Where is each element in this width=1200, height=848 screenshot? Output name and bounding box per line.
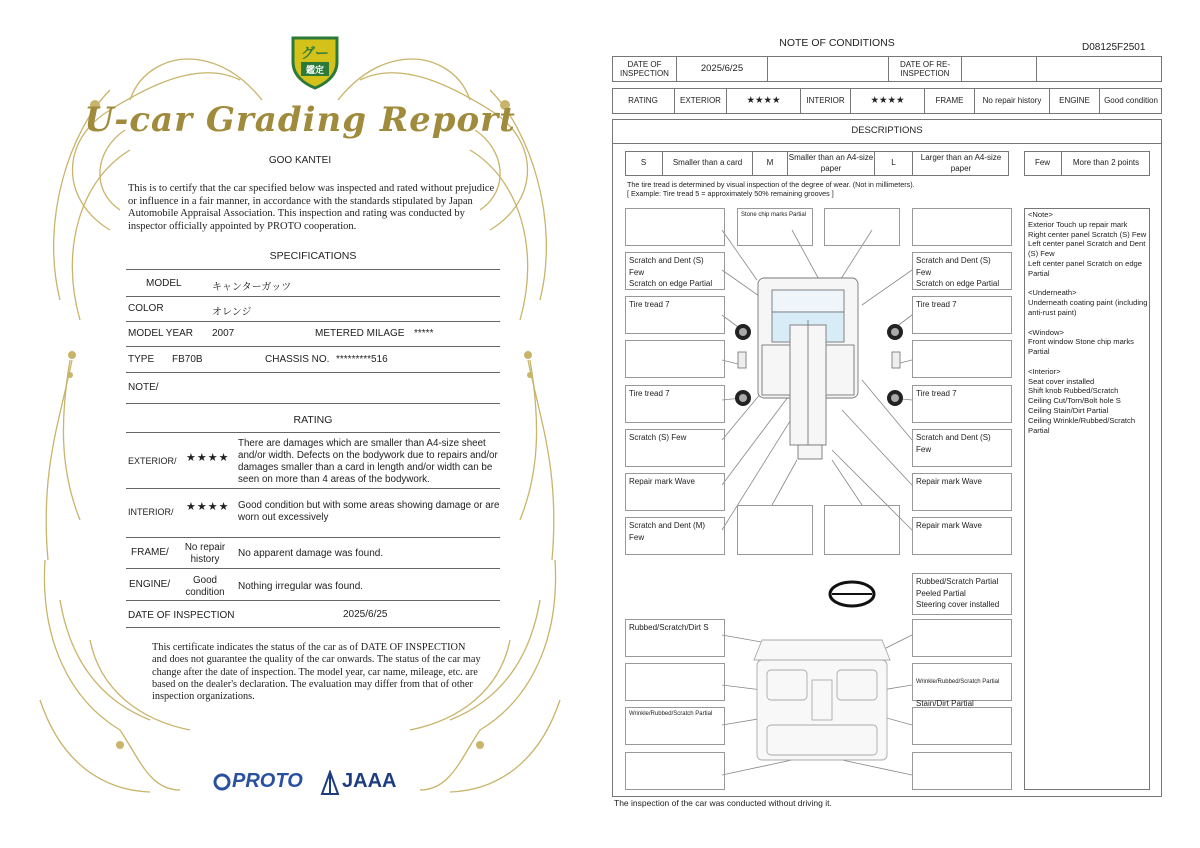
diagram-box: Stone chip marks Partial <box>737 208 813 246</box>
divider <box>126 627 500 628</box>
note-line: Seat cover installed <box>1028 376 1095 386</box>
divider <box>126 372 500 373</box>
frame-value: No repair history <box>975 88 1050 114</box>
exterior-stars: ★★★★ <box>186 452 230 464</box>
interior-damage-note: Wrinkle/Rubbed/Scratch Partial <box>916 678 1000 685</box>
diagram-box <box>912 752 1012 790</box>
diagram-box: Scratch and Dent (M) Few <box>625 517 725 555</box>
note-line: Ceiling Wrinkle/Rubbed/Scratch Partial <box>1028 415 1136 435</box>
note-line: Ceiling Cut/Torn/Bolt hole S <box>1028 396 1121 406</box>
diagram-box: Scratch and Dent (S) Few <box>912 429 1012 467</box>
engine-label: ENGINE <box>1050 88 1100 114</box>
diagram-box <box>912 663 1012 708</box>
note-line: <Note> <box>1028 210 1053 219</box>
note-line: Front window Stone chip marks Partial <box>1028 337 1134 357</box>
cell-divider <box>961 56 1037 82</box>
model-year-value: 2007 <box>212 328 235 339</box>
exterior-label: EXTERIOR/ <box>128 456 177 466</box>
interior-damage-note: Stain/Dirt Partial <box>916 699 974 708</box>
chassis-label: CHASSIS NO. <box>265 354 330 365</box>
color-label: COLOR <box>128 303 164 314</box>
goo-kantei-badge <box>289 32 341 90</box>
diagram-box <box>625 663 725 701</box>
proto-logo-icon <box>212 772 232 792</box>
type-value: FB70B <box>172 354 203 365</box>
proto-logo: PROTO <box>232 770 303 792</box>
note-line: Right center panel Scratch (S) Few <box>1028 229 1147 239</box>
diagram-box: Scratch and Dent (S) Few Scratch on edge Partial <box>912 252 1012 290</box>
note-line <box>1028 318 1148 328</box>
note-line <box>1028 279 1148 289</box>
diagram-box: Repair mark Wave <box>912 473 1012 511</box>
diagram-box <box>625 752 725 790</box>
frame-description: No apparent damage was found. <box>238 548 384 559</box>
frame-value: No repair history <box>184 542 226 565</box>
engine-label: ENGINE/ <box>129 579 171 590</box>
tire-example: [ Example: Tire tread 5 = approximately 50% remaining grooves ] <box>627 189 834 198</box>
tire-note: The tire tread is determined by visual inspection of the degree of wear. (Not in millimeters). <box>627 180 915 189</box>
legend-key: M <box>753 151 788 176</box>
engine-value: Good condition <box>1104 96 1158 105</box>
interior-label: INTERIOR/ <box>128 507 174 517</box>
diagram-box <box>625 340 725 378</box>
interior-stars: ★★★★ <box>851 88 925 114</box>
report-subtitle: GOO KANTEI <box>268 155 332 166</box>
type-label: TYPE <box>128 354 155 365</box>
divider <box>126 568 500 569</box>
diagram-box <box>912 619 1012 657</box>
diagram-box: Tire tread 7 <box>625 385 725 423</box>
frame-label: FRAME/ <box>131 547 169 558</box>
notes-footer: The inspection of the car was conducted without driving it. <box>614 798 832 808</box>
diagram-box: Wrinkle/Rubbed/Scratch Partial <box>625 707 725 745</box>
cell-divider <box>767 56 889 82</box>
legend-key: L <box>875 151 913 176</box>
diagram-box <box>824 208 900 246</box>
report-code: D08125F2501 <box>1082 42 1146 53</box>
note-line: <Interior> <box>1028 366 1061 376</box>
engine-description: Nothing irregular was found. <box>238 581 364 592</box>
legend-key: Few <box>1024 151 1062 176</box>
descriptions-heading: DESCRIPTIONS <box>612 119 1162 144</box>
mileage-value: ***** <box>414 328 434 339</box>
divider <box>126 321 500 322</box>
note-line: Shift knob Rubbed/Scratch <box>1028 386 1119 396</box>
divider <box>126 600 500 601</box>
divider <box>126 488 500 489</box>
note-label: NOTE/ <box>128 382 159 393</box>
divider <box>126 269 500 270</box>
note-line: <Underneath> <box>1028 288 1077 298</box>
svg-text:鑑定: 鑑定 <box>305 65 325 75</box>
rating-label: RATING <box>612 88 675 114</box>
diagram-box: Repair mark Wave <box>625 473 725 511</box>
date-value: 2025/6/25 <box>700 62 744 74</box>
model-year-label: MODEL YEAR <box>128 328 194 339</box>
note-line: Underneath coating paint (including anti-rust paint) <box>1028 298 1148 317</box>
note-line: Left center panel Scratch on edge Partial <box>1028 258 1142 278</box>
specifications-heading: SPECIFICATIONS <box>269 250 357 262</box>
svg-text:グー: グー <box>301 45 329 61</box>
diagram-box: Scratch (S) Few <box>625 429 725 467</box>
frame-label: FRAME <box>925 88 975 114</box>
notes-list <box>1028 210 1148 435</box>
legend-text: Larger than an A4-size paper <box>920 153 1002 173</box>
steering-box: Rubbed/Scratch Partial Peeled Partial Steering cover installed <box>912 573 1012 615</box>
legend-text: Smaller than a card <box>663 151 753 176</box>
diagram-box-front-left <box>625 208 725 246</box>
legend-text: Smaller than an A4-size paper <box>788 151 875 176</box>
divider <box>126 403 500 404</box>
note-line: Ceiling Stain/Dirt Partial <box>1028 405 1109 415</box>
diagram-box: Rubbed/Scratch/Dirt S <box>625 619 725 657</box>
divider <box>126 346 500 347</box>
date-label: DATE OF INSPECTION <box>620 60 669 78</box>
exterior-label: EXTERIOR <box>675 88 727 114</box>
shield-logo-icon <box>289 32 341 90</box>
interior-stars: ★★★★ <box>186 501 230 513</box>
legend-text: More than 2 points <box>1072 158 1140 168</box>
interior-description: Good condition but with some areas showing damage or are worn out excessively <box>238 500 500 523</box>
diagram-box: Tire tread 7 <box>625 296 725 334</box>
jaaa-logo: JAAA <box>342 770 397 792</box>
diagram-box <box>824 505 900 555</box>
model-value: キャンターガッツ <box>212 282 292 293</box>
chassis-value: *********516 <box>336 354 388 365</box>
diagram-box: Repair mark Wave <box>912 517 1012 555</box>
diagram-box: Tire tread 7 <box>912 296 1012 334</box>
exterior-stars: ★★★★ <box>727 88 801 114</box>
model-label: MODEL <box>146 278 182 289</box>
reinspection-label: DATE OF RE-INSPECTION <box>899 60 951 78</box>
inspection-date-label: DATE OF INSPECTION <box>128 610 235 621</box>
divider <box>126 296 500 297</box>
note-line: Left center panel Scratch and Dent (S) Few <box>1028 239 1146 259</box>
note-line <box>1028 357 1148 367</box>
color-value: オレンジ <box>212 307 252 318</box>
note-line: <Window> <box>1028 327 1064 337</box>
diagram-box: Scratch and Dent (S) Few Scratch on edge Partial <box>625 252 725 290</box>
inspection-date-value: 2025/6/25 <box>343 609 388 620</box>
divider <box>126 537 500 538</box>
notes-title: NOTE OF CONDITIONS <box>779 37 895 49</box>
note-line: Exterior Touch up repair mark <box>1028 219 1128 229</box>
exterior-description: There are damages which are smaller than A4-size sheet and/or width. Defects on the bodywork due to repairs and/or damages smaller than a card in length and/or width can be seen on more than 4 areas of the bodywork. <box>238 438 498 485</box>
divider <box>126 432 500 433</box>
report-title: U-car Grading Report <box>84 100 516 140</box>
rating-heading: RATING <box>293 414 333 426</box>
engine-value: Good condition <box>185 575 225 598</box>
legend-key: S <box>625 151 663 176</box>
interior-label: INTERIOR <box>801 88 851 114</box>
diagram-box <box>737 505 813 555</box>
certification-statement: This is to certify that the car specified below was inspected and rated without prejudice or influence in a fair manner, in accordance with the standards stipulated by Japan Automobile Appraisal Association. This inspection and rating was conducted by inspector officially appointed by PROTO cooperation. <box>128 183 495 232</box>
diagram-box: Tire tread 7 <box>912 385 1012 423</box>
diagram-box <box>912 340 1012 378</box>
diagram-box <box>912 208 1012 246</box>
jaaa-logo-icon <box>320 770 340 796</box>
mileage-label: METERED MILAGE <box>315 328 405 339</box>
certificate-disclaimer: This certificate indicates the status of the car as of DATE OF INSPECTION and does not guarantee the quality of the car onwards. The status of the car may change after the date of inspection. The model year, car name, mileage, etc. are based on the dealer's declaration. The evaluation may differ from that of other inspection organizations. <box>152 642 481 703</box>
diagram-box <box>912 707 1012 745</box>
